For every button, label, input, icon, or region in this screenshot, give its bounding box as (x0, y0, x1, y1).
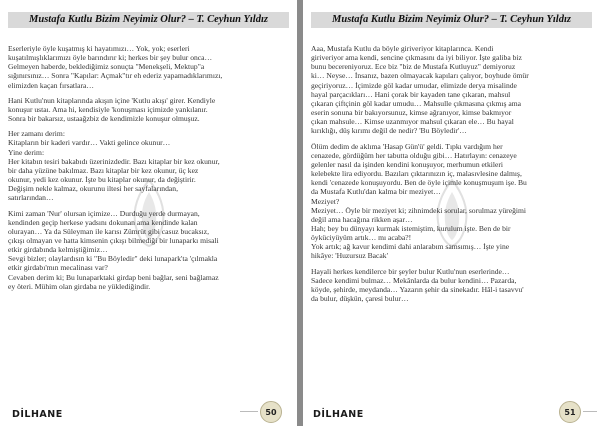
page-number-line (240, 411, 258, 412)
text-line: da bulur, düşkün, çaresi bulur… (311, 294, 409, 304)
text-line: Cevaben derim ki; Bu lunaparktaki girdap beni bağlar, seni bağlamaz (8, 272, 219, 282)
text-line: kendi 'cenazede konuşuyordu. Ben de öyle içimle konuşmuşum işe. Bu (311, 178, 527, 188)
text-line: okunur, yedi kez okunur. İşte bu kitaplar okunur, da değiştirir. (8, 175, 196, 185)
text-line: bir daha yüzüne bakılmaz. Bazı kitaplar bir kez okunur, üç kez (8, 165, 199, 175)
text-line: gelenler nasıl da işinden kendini konuşuyor, merhumun etkileri (311, 159, 504, 169)
text-line: ki… Neyse… İnsanız, bazen olmayacak kapıları çalıyor, boyhude ömür (311, 71, 529, 81)
text-line: Kitapların bir kaderi vardır… Vakti gelince okunur… (8, 138, 171, 148)
text-line: elimizden kaçan fırsatlara… (8, 80, 95, 90)
paragraph (311, 44, 592, 136)
text-line: hikâye: 'Huzursuz Bacak' (311, 251, 388, 261)
page-number: 50 (260, 401, 282, 423)
page-header: Mustafa Kutlu Bizim Neyimiz Olur? – T. Ceyhun Yıldız (8, 12, 289, 28)
text-line: Hayali herkes kendilerce bir şeyler bulur Kutlu'nun eserlerinde… (311, 266, 510, 276)
text-line: etkir girdabı'mın mecalinası var? (8, 263, 108, 273)
text-line: öyküciyüyüm artık… mı acaba?! (311, 233, 412, 243)
text-line: satırlarından… (8, 193, 54, 203)
text-line: Eserleriyle öyle kuşatmış ki hayatımızı… Yok, yok; eserleri (8, 44, 190, 53)
dilhane-logo: DİLHANE (12, 409, 63, 420)
text-line: sığınırsınız… Sonra "Kapılar: Açmak"tır eh ederiz yapamadıklarımızı, (8, 71, 223, 81)
paragraph (8, 209, 289, 291)
page-number-line (583, 411, 597, 412)
text-line: köyde, şehirde, meydanda… Yazarın şehir da sinekadır. Hâl-i tasavvu' (311, 284, 524, 294)
text-line: Meziyet? (311, 196, 340, 206)
text-line: geçiriyoruz… İçimizde göl kadar umudar, elimizde derya misalinde (311, 80, 517, 90)
text-line: Her kitabın tesiri bakabıdı üzerinizdedir. Bazı kitaplar bir kez okunur, (8, 156, 220, 166)
paragraph (311, 267, 592, 304)
text-line: Aaa, Mustafa Kutlu da böyle giriveriyor kitaplarınca. Kendi (311, 44, 494, 53)
text-line: kendinden geçip herkese yadsını dokunan ama kendinde kalan (8, 217, 198, 227)
text-line: Yok artık; ağ kavur kendimi dahi anlarabım samsımış… İşte yine (311, 242, 510, 252)
text-line: Kimi zaman 'Nur' olursan içimize… Durduğu yerde durmayan, (8, 208, 200, 218)
text-line: Yine derim: (8, 147, 45, 157)
paragraph (8, 44, 289, 90)
text-line: çıkaran çiftçinin göl kadar umudu… Mahsulle çıkmasına çıkmış ama (311, 98, 522, 108)
text-line: Hah; bey bu dünyayı kurmak istemiştim, kurulum işte. Ben de bir (311, 223, 511, 233)
text-line: da Mustafa Kutlu'dan kalma bir meziyet… (311, 187, 441, 197)
page-footer (0, 400, 297, 426)
text-line: Her zamanı derim: (8, 129, 65, 139)
paragraph (8, 96, 289, 123)
dilhane-logo: DİLHANE (313, 409, 364, 420)
right-page (303, 0, 600, 426)
text-line: cenazede, gördüğüm her tabutta olduğu gibi… Hatırlayın: cenazeye (311, 150, 517, 160)
page-number: 51 (559, 401, 581, 423)
page-number-badge (260, 401, 282, 423)
text-line: giriveriyor ama kendi, sencine çıkmasını da iyi biliyor. İşte galiba biz (311, 53, 522, 63)
text-line: ey öteri. Mühim olan girdaba ne yüklediğindir. (8, 281, 151, 291)
page-number-badge (559, 401, 581, 423)
text-line: Meziyet… Öyle bir meziyet ki; zihnimdeki sorular, sorulmaz yüreğimi (311, 205, 527, 215)
paragraph (311, 142, 592, 261)
text-line: Sevgi bizler; olaylardısın ki "Bu Böyledir" deki lunapark'ta 'çılmakla (8, 254, 218, 264)
text-line: Gelmeyen haberde, beklediğimiz sonuçta "Menekşeli, Mektup"a (8, 62, 205, 72)
text-line: kırıklığı, düş kırımı değil de nedir? 'Bu Böyledir'… (311, 126, 467, 136)
text-line: Ölüm dedim de aklıma 'Hasap Gün'ü' geldi. Tıpkı vardığım her (311, 141, 503, 151)
text-line: konuşur ustaı. Ama hi, kendisiyle 'konuşması içimizde yankılanır. (8, 104, 208, 114)
text-line: kuşatılmışlıklarımızı öyle barındırır ki; herkes bir şey bulur onca… (8, 53, 213, 63)
text-line: değil ama hacağına rikken aşar… (311, 214, 413, 224)
page-footer (303, 400, 600, 426)
text-line: hayal parçacıkları… Hani çorak bir kayaden tane çıkaran, mahsul (311, 89, 511, 99)
text-line: çıkışı olmayan ve hatta kimsenin çıkışı bilmediği bir lunaparkı misali (8, 235, 219, 245)
text-line: olurayan… Ya da Süleyman ile karısı Zümrüt gibi casuz bucaksız, (8, 226, 209, 236)
text-line: çıkan mahsule… Kimse uzanmıyor mahsul çıkaran ele… Bu hayal (311, 117, 514, 127)
page-body-text (311, 44, 592, 396)
text-line: Sadece kendimi bulmaz… Mekânlarda da bulur kendini… Pazarda, (311, 275, 517, 285)
text-line: eserin sonuna bir bakıyorsunuz, kimse ağranıyor, kimse bakmıyor (311, 108, 512, 118)
left-page (0, 0, 297, 426)
text-line: Değişim nekle kalmaz, okurunu iltesi her sayfalarından, (8, 184, 178, 194)
text-line: Hani Kutlu'nun kitaplarında akışın içine 'Kutlu akışı' girer. Kendiyle (8, 95, 216, 105)
text-line: Sonra bir bakarsız, ustaağzbiz de kendimizle konuşur olmuşuz. (8, 114, 200, 124)
page-header: Mustafa Kutlu Bizim Neyimiz Olur? – T. Ceyhun Yıldız (311, 12, 592, 28)
paragraph (8, 129, 289, 202)
text-line: kelebekte lira ediyordu. Bazıları çıktarınızın iç, malasıvlesine dalmış, (311, 169, 522, 179)
page-body-text (8, 44, 289, 396)
text-line: bunu becereniyoruz. Ece biz "biz de Mustafa Kutluyuz" demiyoruz (311, 62, 516, 72)
text-line: etkir girdabında kelmiştiğimiz… (8, 245, 108, 255)
